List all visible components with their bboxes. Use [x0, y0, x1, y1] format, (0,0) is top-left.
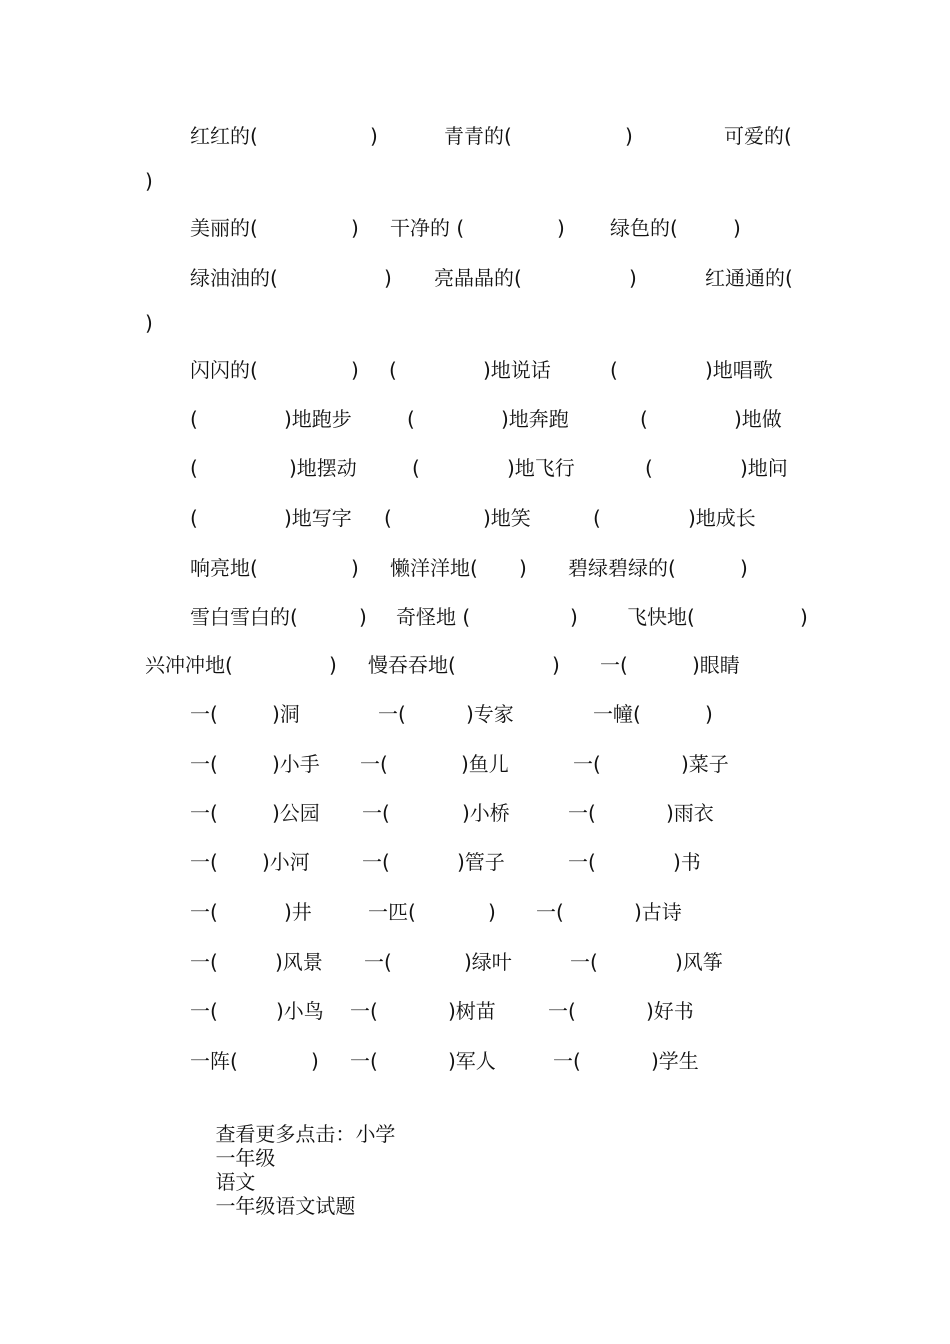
fill-blank-prompt: 一(: [190, 801, 218, 825]
fill-blank-suffix: )井: [284, 900, 312, 924]
fill-blank-close: ): [145, 169, 153, 193]
fill-blank-suffix: )树苗: [448, 999, 496, 1023]
fill-blank-prompt: 一匹(: [368, 900, 416, 924]
fill-blank-suffix: )地跑步: [284, 407, 352, 431]
fill-blank-close: ): [329, 653, 337, 677]
fill-blank-open: (: [190, 407, 198, 431]
fill-blank-prompt: 兴冲冲地(: [145, 653, 233, 677]
fill-blank-suffix: )公园: [272, 801, 320, 825]
footer-link-grade-one-chinese-tests[interactable]: 一年级语文试题: [215, 1194, 356, 1218]
fill-blank-close: ): [733, 216, 741, 240]
fill-blank-suffix: )地飞行: [507, 456, 575, 480]
fill-blank-prompt: 美丽的(: [190, 216, 258, 240]
fill-blank-prompt: 懒洋洋地(: [390, 556, 478, 580]
fill-blank-open: (: [593, 506, 601, 530]
fill-blank-suffix: )绿叶: [464, 950, 512, 974]
fill-blank-prompt: 一(: [573, 752, 601, 776]
fill-blank-suffix: )管子: [457, 850, 505, 874]
fill-blank-prompt: 可爱的(: [724, 124, 792, 148]
fill-blank-suffix: )地唱歌: [705, 358, 773, 382]
fill-blank-prompt: 碧绿碧绿的(: [568, 556, 676, 580]
footer-link-primary-school[interactable]: 小学: [355, 1122, 396, 1146]
fill-blank-suffix: )洞: [272, 702, 300, 726]
fill-blank-suffix: )古诗: [634, 900, 682, 924]
fill-blank-close: ): [384, 266, 392, 290]
fill-blank-prompt: 一阵(: [190, 1049, 238, 1073]
fill-blank-prompt: 一(: [553, 1049, 581, 1073]
fill-blank-suffix: )书: [673, 850, 701, 874]
fill-blank-suffix: )好书: [646, 999, 694, 1023]
fill-blank-prompt: 一(: [570, 950, 598, 974]
footer-link-grade-one[interactable]: 一年级: [215, 1146, 276, 1170]
fill-blank-close: ): [740, 556, 748, 580]
fill-blank-close: ): [625, 124, 633, 148]
fill-blank-suffix: )地摆动: [289, 456, 357, 480]
fill-blank-suffix: )学生: [651, 1049, 699, 1073]
fill-blank-close: ): [359, 605, 367, 629]
fill-blank-prompt: 飞快地(: [627, 605, 695, 629]
fill-blank-prompt: 一(: [568, 850, 596, 874]
fill-blank-prompt: 一(: [190, 702, 218, 726]
fill-blank-prompt: 一(: [360, 752, 388, 776]
fill-blank-prompt: 一(: [536, 900, 564, 924]
fill-blank-prompt: 一(: [362, 850, 390, 874]
fill-blank-close: ): [370, 124, 378, 148]
fill-blank-close: ): [705, 702, 713, 726]
fill-blank-suffix: )小桥: [462, 801, 510, 825]
fill-blank-close: ): [351, 556, 359, 580]
fill-blank-close: ): [488, 900, 496, 924]
fill-blank-suffix: )地成长: [688, 506, 756, 530]
fill-blank-prompt: 一(: [190, 950, 218, 974]
fill-blank-prompt: 一幢(: [593, 702, 641, 726]
fill-blank-close: ): [552, 653, 560, 677]
fill-blank-suffix: )地说话: [483, 358, 551, 382]
fill-blank-prompt: 一(: [350, 999, 378, 1023]
fill-blank-close: ): [351, 358, 359, 382]
fill-blank-suffix: )地笑: [483, 506, 531, 530]
fill-blank-close: ): [351, 216, 359, 240]
fill-blank-prompt: 一(: [190, 999, 218, 1023]
fill-blank-suffix: )地写字: [284, 506, 352, 530]
fill-blank-prompt: 绿油油的(: [190, 266, 278, 290]
fill-blank-prompt: 红通通的(: [705, 266, 793, 290]
fill-blank-prompt: 青青的(: [444, 124, 512, 148]
footer-prefix: 查看更多点击：: [215, 1122, 356, 1146]
fill-blank-prompt: 一(: [600, 653, 628, 677]
fill-blank-suffix: )雨衣: [666, 801, 714, 825]
fill-blank-suffix: )小河: [262, 850, 310, 874]
fill-blank-suffix: )地奔跑: [501, 407, 569, 431]
fill-blank-suffix: )专家: [466, 702, 514, 726]
fill-blank-prompt: 响亮地(: [190, 556, 258, 580]
fill-blank-close: ): [800, 605, 808, 629]
fill-blank-prompt: 一(: [364, 950, 392, 974]
fill-blank-open: (: [610, 358, 618, 382]
fill-blank-suffix: )风景: [275, 950, 323, 974]
fill-blank-prompt: 红红的(: [190, 124, 258, 148]
fill-blank-close: ): [311, 1049, 319, 1073]
fill-blank-suffix: )小手: [272, 752, 320, 776]
fill-blank-prompt: 慢吞吞地(: [368, 653, 456, 677]
fill-blank-prompt: 亮晶晶的(: [434, 266, 522, 290]
fill-blank-prompt: 一(: [548, 999, 576, 1023]
fill-blank-suffix: )鱼儿: [461, 752, 509, 776]
fill-blank-prompt: 绿色的(: [610, 216, 678, 240]
fill-blank-open: (: [407, 407, 415, 431]
fill-blank-close: ): [629, 266, 637, 290]
footer-link-chinese[interactable]: 语文: [215, 1170, 256, 1194]
fill-blank-prompt: 一(: [190, 850, 218, 874]
fill-blank-prompt: 一(: [362, 801, 390, 825]
fill-blank-suffix: )小鸟: [276, 999, 324, 1023]
fill-blank-prompt: 一(: [190, 900, 218, 924]
footer-more-links: [190, 1098, 395, 1242]
fill-blank-prompt: 奇怪地 (: [396, 605, 471, 629]
fill-blank-close: ): [519, 556, 527, 580]
fill-blank-prompt: 一(: [378, 702, 406, 726]
fill-blank-close: ): [145, 311, 153, 335]
fill-blank-close: ): [557, 216, 565, 240]
fill-blank-open: (: [389, 358, 397, 382]
fill-blank-suffix: )菜子: [681, 752, 729, 776]
fill-blank-open: (: [640, 407, 648, 431]
fill-blank-prompt: 一(: [568, 801, 596, 825]
fill-blank-open: (: [190, 456, 198, 480]
fill-blank-prompt: 一(: [190, 752, 218, 776]
fill-blank-suffix: )地问: [740, 456, 788, 480]
fill-blank-open: (: [645, 456, 653, 480]
fill-blank-suffix: )地做: [734, 407, 782, 431]
fill-blank-suffix: )军人: [448, 1049, 496, 1073]
fill-blank-open: (: [412, 456, 420, 480]
fill-blank-prompt: 一(: [350, 1049, 378, 1073]
fill-blank-prompt: 闪闪的(: [190, 358, 258, 382]
fill-blank-open: (: [384, 506, 392, 530]
fill-blank-open: (: [190, 506, 198, 530]
fill-blank-close: ): [570, 605, 578, 629]
fill-blank-prompt: 雪白雪白的(: [190, 605, 298, 629]
fill-blank-suffix: )风筝: [675, 950, 723, 974]
fill-blank-prompt: 干净的 (: [390, 216, 465, 240]
fill-blank-suffix: )眼睛: [692, 653, 740, 677]
